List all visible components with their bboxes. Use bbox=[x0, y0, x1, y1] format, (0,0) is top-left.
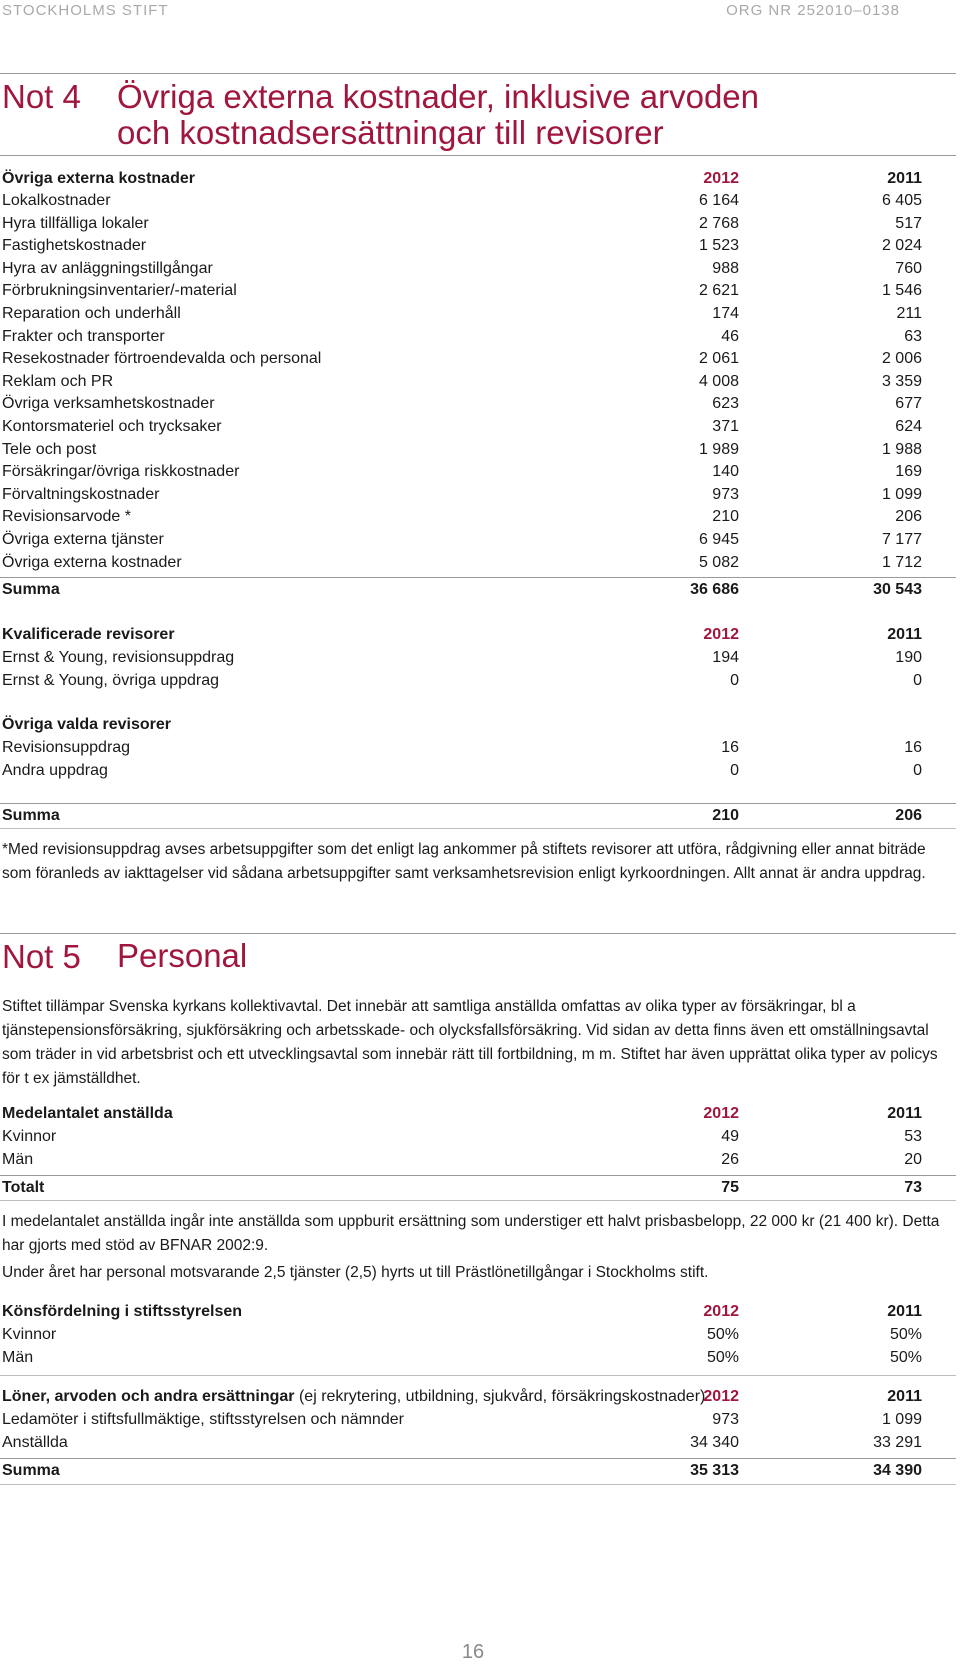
row-label: Övriga externa kostnader bbox=[2, 553, 182, 571]
table-row bbox=[2, 392, 924, 416]
value-2011: 169 bbox=[895, 463, 922, 481]
row-label: Kontorsmateriel och trycksaker bbox=[2, 418, 222, 435]
value-2011: 211 bbox=[896, 305, 922, 322]
footnote: *Med revisionsuppdrag avses arbetsuppgifter som det enligt lag ankommer på stiftets revisorer att utföra, rådgivning eller annat biträde som föranleds av iakttagelser vid sådana arbetsuppgifter samt verksamhetsrevision enligt kyrkoordningen. Allt annat är andra uppdrag. bbox=[2, 841, 926, 882]
avg-total-row bbox=[2, 1176, 924, 1200]
total-2012: 36 686 bbox=[690, 581, 739, 598]
avg-header-label: Medelantalet anställda bbox=[2, 1105, 173, 1122]
value-2011: 1 099 bbox=[881, 485, 922, 503]
auditors-total-row bbox=[2, 804, 924, 828]
avg-note: I medelantalet anställda ingår inte anställda som uppburit ersättning som understiger ett halvt prisbasbelopp, 22 000 kr (21 400 kr). Detta har gjorts med stöd av BFNAR 2002:9. bbox=[2, 1213, 940, 1254]
divider bbox=[0, 933, 956, 934]
value-2012: 46 bbox=[721, 327, 739, 345]
total-2012: 210 bbox=[712, 807, 739, 824]
total-2012: 75 bbox=[721, 1179, 739, 1196]
row-label: Fastighetskostnader bbox=[2, 237, 147, 255]
value-2011: 517 bbox=[895, 214, 922, 232]
year-2012: 2012 bbox=[703, 1388, 739, 1405]
costs-total-row bbox=[2, 578, 924, 602]
total-label: Summa bbox=[2, 807, 60, 824]
table-row bbox=[2, 669, 924, 693]
table-row bbox=[2, 1148, 924, 1172]
value-2011: 1 546 bbox=[881, 282, 922, 300]
year-2012: 2012 bbox=[703, 1105, 739, 1122]
other-auditors-header bbox=[2, 713, 924, 737]
row-label: Revisionsarvode * bbox=[2, 508, 131, 526]
auditors-header-label: Kvalificerade revisorer bbox=[2, 626, 175, 643]
value-2011: 206 bbox=[895, 508, 922, 526]
total-2011: 30 543 bbox=[873, 581, 922, 598]
table-row bbox=[2, 460, 924, 484]
value-2011: 190 bbox=[895, 649, 922, 666]
row-label: Män bbox=[2, 1349, 34, 1366]
year-2011: 2011 bbox=[887, 170, 922, 187]
divider bbox=[0, 1484, 956, 1485]
gender-header-label: Könsfördelning i stiftsstyrelsen bbox=[2, 1303, 243, 1320]
note4-number: Not 4 bbox=[2, 78, 81, 115]
value-2011: 1 712 bbox=[881, 553, 922, 571]
year-2012: 2012 bbox=[703, 626, 739, 643]
divider bbox=[0, 1200, 956, 1201]
row-label: Lokalkostnader bbox=[2, 192, 111, 209]
salaries-header-row bbox=[2, 1385, 924, 1409]
row-label: Reparation och underhåll bbox=[2, 305, 181, 322]
row-label: Anställda bbox=[2, 1434, 68, 1451]
page-header bbox=[2, 2, 900, 22]
table-row bbox=[2, 1431, 924, 1455]
note5-title: Personal bbox=[117, 937, 248, 974]
value-2012: 2 621 bbox=[698, 282, 739, 300]
table-row bbox=[2, 1408, 924, 1432]
value-2011: 2 006 bbox=[881, 350, 922, 368]
row-label: Hyra tillfälliga lokaler bbox=[2, 214, 149, 232]
value-2011: 7 177 bbox=[881, 531, 922, 548]
row-label: Reklam och PR bbox=[2, 372, 114, 390]
table-row bbox=[2, 347, 924, 371]
costs-header-label: Övriga externa kostnader bbox=[2, 170, 195, 187]
table-row bbox=[2, 759, 924, 783]
value-2012: 5 082 bbox=[698, 553, 739, 571]
value-2012: 49 bbox=[721, 1128, 739, 1145]
table-row bbox=[2, 483, 924, 507]
total-label: Summa bbox=[2, 581, 60, 598]
table-row bbox=[2, 415, 924, 439]
value-2012: 6 945 bbox=[698, 531, 739, 548]
note4-title bbox=[117, 79, 759, 151]
value-2012: 16 bbox=[721, 739, 739, 756]
total-2012: 35 313 bbox=[690, 1462, 739, 1479]
table-row bbox=[2, 257, 924, 281]
org-number: ORG NR 252010–0138 bbox=[726, 2, 900, 19]
value-2012: 140 bbox=[712, 463, 739, 481]
table-row bbox=[2, 279, 924, 303]
table-row bbox=[2, 528, 924, 552]
row-label: Andra uppdrag bbox=[2, 762, 108, 779]
table-row bbox=[2, 325, 924, 349]
value-2011: 3 359 bbox=[881, 372, 922, 390]
table-row bbox=[2, 646, 924, 670]
year-2011: 2011 bbox=[887, 1303, 922, 1320]
table-row bbox=[2, 302, 924, 326]
auditors-header-row bbox=[2, 623, 924, 647]
value-2012: 0 bbox=[730, 672, 739, 689]
total-2011: 206 bbox=[895, 807, 922, 824]
table-row bbox=[2, 189, 924, 213]
value-2012: 194 bbox=[712, 649, 739, 666]
row-label: Förvaltningskostnader bbox=[2, 485, 160, 503]
value-2012: 210 bbox=[712, 508, 739, 526]
divider bbox=[0, 155, 956, 156]
value-2012: 973 bbox=[712, 1411, 739, 1428]
row-label: Frakter och transporter bbox=[2, 327, 165, 345]
value-2011: 16 bbox=[904, 739, 922, 756]
value-2012: 988 bbox=[712, 259, 739, 277]
gender-header-row bbox=[2, 1300, 924, 1324]
table-row bbox=[2, 1346, 924, 1370]
value-2011: 2 024 bbox=[881, 237, 922, 255]
intro-text: Stiftet tillämpar Svenska kyrkans kollektivavtal. Det innebär att samtliga anställda omfattas av olika typer av försäkringar, bl a tjänstepensionsförsäkring, sjukförsäkring och arbetsskade- och olycksfallsförsäkring. Vid sidan av detta finns även ett omställningsavtal som träder in vid arbetsbrist och ett utvecklingsavtal som innebär rätt till fortbildning, m m. Stiftet har även upprättat olika typer av policys för t ex jämställdhet. bbox=[2, 998, 938, 1087]
value-2012: 4 008 bbox=[698, 372, 739, 390]
avg-note-2: Under året har personal motsvarande 2,5 tjänster (2,5) hyrts ut till Prästlönetillgångar i Stockholms stift. bbox=[2, 1264, 709, 1281]
value-2011: 50% bbox=[889, 1349, 922, 1366]
value-2011: 677 bbox=[895, 395, 922, 413]
salaries-header-bold: Löner, arvoden och andra ersättningar bbox=[2, 1388, 295, 1405]
value-2011: 1 988 bbox=[881, 440, 922, 458]
table-row bbox=[2, 212, 924, 236]
row-label: Ernst & Young, övriga uppdrag bbox=[2, 672, 220, 689]
divider bbox=[0, 828, 956, 829]
value-2011: 50% bbox=[889, 1326, 922, 1343]
salaries-header-note: (ej rekrytering, utbildning, sjukvård, försäkringskostnader) bbox=[294, 1388, 706, 1405]
value-2011: 0 bbox=[913, 762, 922, 779]
value-2012: 371 bbox=[712, 418, 739, 435]
value-2012: 973 bbox=[712, 485, 739, 503]
note4-title-line1: Övriga externa kostnader, inklusive arvoden bbox=[117, 78, 760, 115]
value-2011: 53 bbox=[904, 1128, 922, 1145]
row-label: Hyra av anläggningstillgångar bbox=[2, 259, 213, 277]
row-label: Revisionsuppdrag bbox=[2, 739, 131, 756]
year-2011: 2011 bbox=[887, 1388, 922, 1405]
value-2012: 1 523 bbox=[698, 237, 739, 255]
total-label: Totalt bbox=[2, 1179, 45, 1196]
note4-title-line2: och kostnadsersättningar till revisorer bbox=[117, 114, 664, 151]
row-label: Förbrukningsinventarier/-material bbox=[2, 282, 237, 300]
row-label: Resekostnader förtroendevalda och personal bbox=[2, 350, 322, 368]
divider bbox=[0, 1375, 956, 1376]
value-2011: 6 405 bbox=[881, 192, 922, 209]
table-row bbox=[2, 438, 924, 462]
value-2011: 33 291 bbox=[873, 1434, 922, 1451]
row-label: Kvinnor bbox=[2, 1128, 57, 1145]
costs-header-row bbox=[2, 167, 924, 191]
total-2011: 34 390 bbox=[873, 1462, 922, 1479]
year-2012: 2012 bbox=[703, 1303, 739, 1320]
value-2012: 623 bbox=[712, 395, 739, 413]
other-auditors-label: Övriga valda revisorer bbox=[2, 716, 171, 733]
value-2012: 2 768 bbox=[698, 214, 739, 232]
year-2011: 2011 bbox=[887, 626, 922, 643]
value-2011: 624 bbox=[895, 418, 922, 435]
value-2012: 0 bbox=[730, 762, 739, 779]
value-2012: 2 061 bbox=[698, 350, 739, 368]
salaries-total-row bbox=[2, 1459, 924, 1483]
row-label: Ernst & Young, revisionsuppdrag bbox=[2, 649, 235, 666]
year-2011: 2011 bbox=[887, 1105, 922, 1122]
row-label: Försäkringar/övriga riskkostnader bbox=[2, 463, 240, 481]
row-label: Män bbox=[2, 1151, 34, 1168]
salaries-header-label bbox=[2, 1385, 705, 1409]
year-2012: 2012 bbox=[703, 170, 739, 187]
org-name: STOCKHOLMS STIFT bbox=[2, 2, 169, 19]
value-2012: 1 989 bbox=[698, 440, 739, 458]
page-number: 16 bbox=[461, 1641, 485, 1663]
value-2012: 50% bbox=[706, 1326, 739, 1343]
row-label: Kvinnor bbox=[2, 1326, 57, 1343]
value-2011: 0 bbox=[913, 672, 922, 689]
row-label: Övriga verksamhetskostnader bbox=[2, 395, 215, 413]
value-2012: 34 340 bbox=[690, 1434, 739, 1451]
total-2011: 73 bbox=[904, 1179, 922, 1196]
value-2011: 20 bbox=[904, 1151, 922, 1168]
total-label: Summa bbox=[2, 1462, 60, 1479]
value-2011: 1 099 bbox=[881, 1411, 922, 1428]
value-2012: 50% bbox=[706, 1349, 739, 1366]
table-row bbox=[2, 234, 924, 258]
table-row bbox=[2, 1323, 924, 1347]
value-2012: 174 bbox=[712, 305, 739, 322]
row-label: Ledamöter i stiftsfullmäktige, stiftsstyrelsen och nämnder bbox=[2, 1411, 404, 1428]
value-2011: 760 bbox=[895, 259, 922, 277]
value-2011: 63 bbox=[904, 327, 922, 345]
value-2012: 26 bbox=[721, 1151, 739, 1168]
note5-number: Not 5 bbox=[2, 938, 81, 975]
table-row bbox=[2, 1125, 924, 1149]
value-2012: 6 164 bbox=[698, 192, 739, 209]
row-label: Övriga externa tjänster bbox=[2, 531, 164, 548]
table-row bbox=[2, 551, 924, 575]
table-row bbox=[2, 736, 924, 760]
table-row bbox=[2, 370, 924, 394]
table-row bbox=[2, 505, 924, 529]
divider bbox=[0, 73, 956, 74]
avg-header-row bbox=[2, 1102, 924, 1126]
row-label: Tele och post bbox=[2, 440, 97, 458]
